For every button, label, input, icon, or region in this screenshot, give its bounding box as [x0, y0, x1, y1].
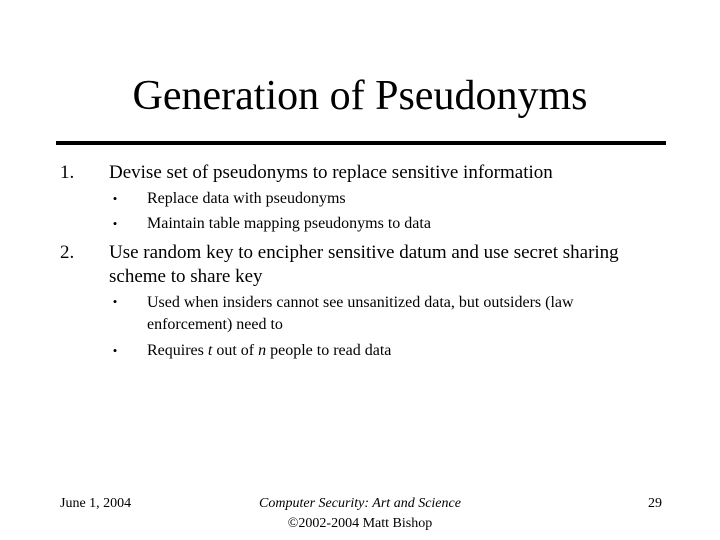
bullet-icon: • [112, 216, 118, 231]
list-item-text: Devise set of pseudonyms to replace sensitive information [109, 162, 553, 183]
sub-item-text: Used when insiders cannot see unsanitized data, but outsiders (law enforcement) need to [147, 294, 574, 333]
sub-item-text: Replace data with pseudonyms [147, 190, 346, 207]
variable-n: n [258, 342, 267, 359]
list-item-text: Use random key to encipher sensitive datum and use secret sharing scheme to share key [109, 242, 619, 287]
bullet-icon: • [112, 294, 118, 309]
footer-date: June 1, 2004 [60, 496, 132, 511]
title-divider [56, 141, 666, 145]
sub-item-text: Maintain table mapping pseudonyms to data [147, 215, 431, 232]
sub-item-text-part: out of [212, 342, 259, 359]
footer-source [210, 494, 510, 534]
page-number: 29 [648, 496, 662, 511]
footer-copyright: ©2002-2004 Matt Bishop [287, 516, 433, 531]
list-number: 2. [60, 242, 75, 263]
list-number: 1. [60, 162, 75, 183]
sub-item-text-part: Requires [147, 342, 208, 359]
sub-item-text-part: people to read data [266, 342, 392, 359]
slide-title: Generation of Pseudonyms [132, 73, 588, 119]
bullet-icon: • [112, 343, 118, 358]
variable-t: t [207, 342, 213, 359]
bullet-icon: • [112, 191, 118, 206]
footer-book-title: Computer Security: Art and Science [259, 496, 461, 511]
sub-item-text [147, 340, 667, 362]
